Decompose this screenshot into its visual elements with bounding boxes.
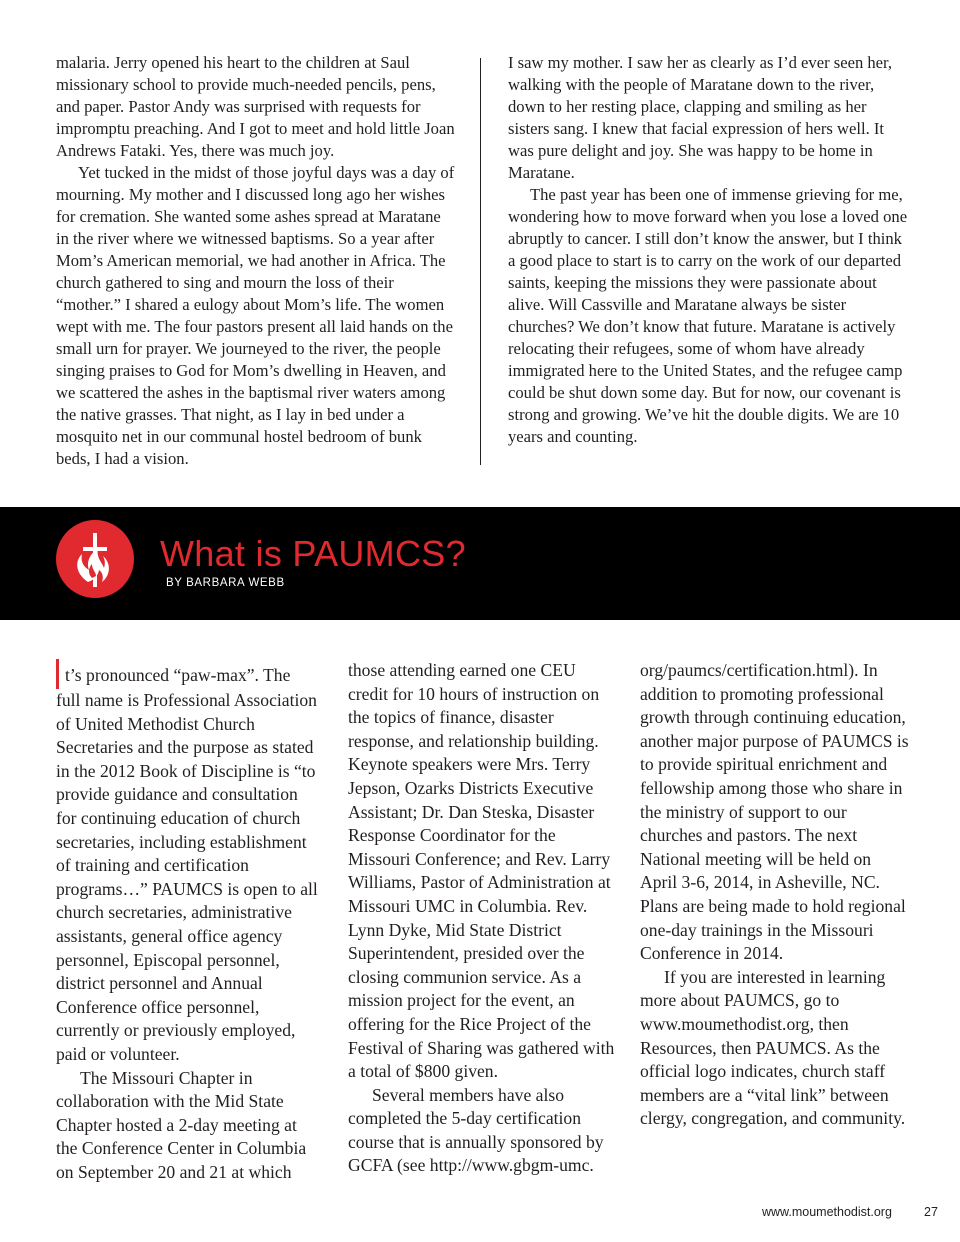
top-left-column — [56, 52, 456, 470]
top-left-paragraph-1: malaria. Jerry opened his heart to the children at Saul missionary school to provide much-needed pencils, pens, and paper. Pastor Andy was surprised with requests for impromptu preaching. And I got to meet and hold little Joan Andrews Fataki. Yes, there was much joy. — [56, 53, 455, 160]
article-paragraph: The Missouri Chapter in collaboration with the Mid State Chapter hosted a 2-day meeting at the Conference Center in Columbia on September 20 and 21 at which — [56, 1067, 307, 1182]
article-paragraph — [56, 659, 318, 1067]
top-right-paragraph-1: I saw my mother. I saw her as clearly as I’d ever seen her, walking with the people of Maratane down to the river, down to her resting place, clapping and smiling as her sisters sang. I knew that facial expression of hers well. It was pure delight and joy. She was happy to be home in Maratane. — [508, 53, 893, 182]
top-right-paragraph-2: The past year has been one of immense grieving for me, wondering how to move forward when you lose a loved one abruptly to cancer. I still don’t know the answer, but I think a good place to start is to carry on the work of our departed saints, keeping the missions they were passionate about alive. Will Cassville and Maratane always be sister churches? We don’t know that future. Maratane is actively relocating their refugees, some of whom have already immigrated here to the United States, and the refugee camp could be shut down some day. But for now, our covenant is strong and growing. We’ve hit the double digits. We are 10 years and counting. — [508, 185, 908, 446]
footer-url: www.moumethodist.org — [762, 1205, 892, 1219]
article-paragraph: org/paumcs/certification.html). In addition to promoting professional growth through continuing education, another major purpose of PAUMCS is to provide spiritual enrichment and fellowship among those who share in the ministry of support to our churches and pastors. The next National meeting will be held on April 3-6, 2014, in Asheville, NC. Plans are being made to hold regional one-day trainings in the Missouri Conference in 2014. — [640, 660, 909, 964]
article-column-1 — [56, 659, 318, 1184]
article-paragraph: those attending earned one CEU credit for 10 hours of instruction on the topics of finance, disaster response, and relationship building. Keynote speakers were Mrs. Terry Jepson, Ozarks Districts Executive Assistant; Dr. Dan Steska, Disaster Response Coordinator for the Missouri Conference; and Rev. Larry Williams, Pastor of Administration at Missouri UMC in Columbia. Rev. Lynn Dyke, Mid State District Superintendent, presided over the closing communion service. As a mission project for the event, an offering for the Rice Project of the Festival of Sharing was gathered with a total of $800 given. — [348, 660, 615, 1082]
article-column-2 — [348, 659, 618, 1178]
column-divider — [480, 58, 481, 465]
dropcap — [56, 659, 59, 689]
top-right-column — [508, 52, 908, 448]
top-left-paragraph-2: Yet tucked in the midst of those joyful days was a day of mourning. My mother and I discussed long ago her wishes for cremation. She wanted some ashes spread at Maratane in the river where we witnessed baptisms. So a year after Mom’s American memorial, we had another in Africa. The church gathered to sing and mourn the loss of their “mother.” I shared a eulogy about Mom’s life. The women wept with me. The four pastors present all laid hands on the small urn for prayer. We journeyed to the river, the people singing praises to God for Mom’s dwelling in Heaven, and we scattered the ashes in the baptismal river waters among the native grasses. That night, as I lay in bed under a mosquito net in our communal hostel bedroom of bunk beds, I had a vision. — [56, 163, 455, 468]
article-paragraph: Several members have also completed the 5-day certification course that is annually sponsored by GCFA (see http://www.gbgm-umc. — [348, 1084, 604, 1176]
article-text: t’s pronounced “paw-max”. The full name is Professional Association of United Methodist Church Secretaries and the purpose as stated in the 2012 Book of Discipline is “to provide guidance and consultation for continuing education of church secretaries, including establishment of training and certification programs…” PAUMCS is open to all church secretaries, administrative assistants, general office agency personnel, Episcopal personnel, district personnel and Annual Conference office personnel, currently or previously employed, paid or volunteer. — [56, 665, 318, 1064]
article-title: What is PAUMCS? — [160, 533, 466, 574]
article-paragraph: If you are interested in learning more about PAUMCS, go to www.moumethodist.org, then Resources, then PAUMCS. As the official logo indicates, church staff members are a “vital link” between clergy, congregation, and community. — [640, 966, 906, 1129]
cross-and-flame-icon — [56, 520, 134, 598]
article-byline: BY BARBARA WEBB — [166, 577, 285, 589]
page-number: 27 — [924, 1205, 938, 1219]
article-banner — [0, 507, 960, 620]
article-column-3 — [640, 659, 910, 1131]
